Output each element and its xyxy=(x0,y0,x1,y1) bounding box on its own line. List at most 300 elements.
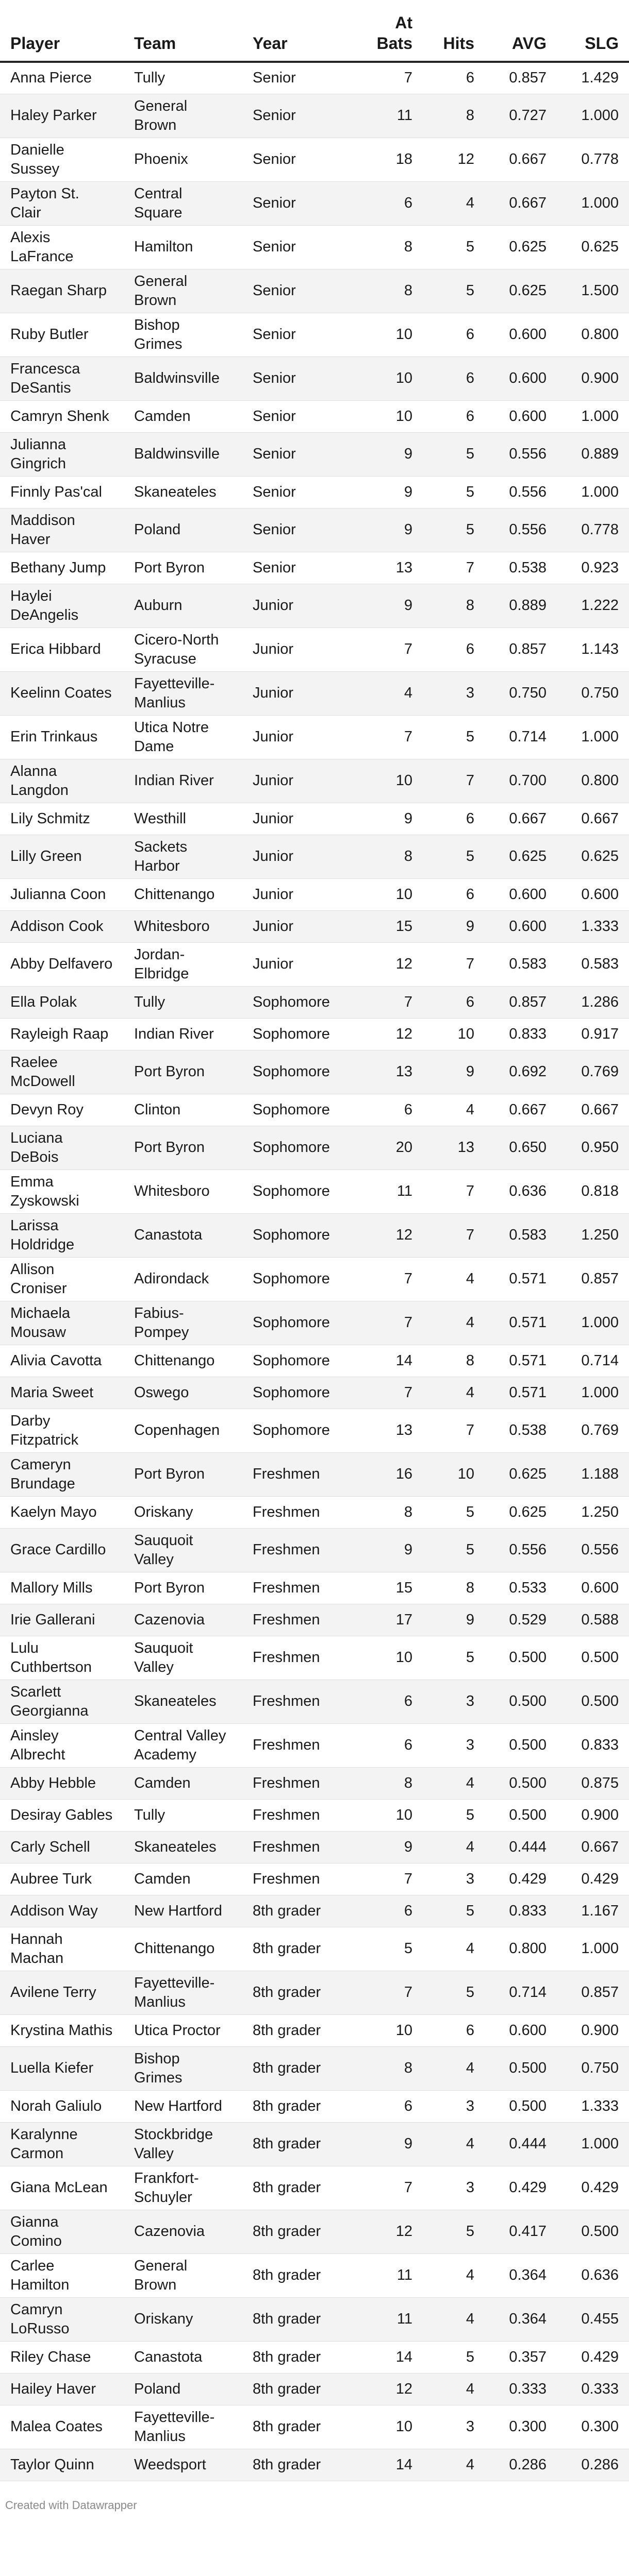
team-cell: Poland xyxy=(124,508,242,552)
year-cell: Freshmen xyxy=(242,1572,361,1604)
avg-cell: 0.300 xyxy=(485,2405,557,2449)
hits-cell: 7 xyxy=(423,759,485,803)
avg-cell: 0.533 xyxy=(485,1572,557,1604)
table-row xyxy=(0,835,629,878)
slg-cell: 0.750 xyxy=(557,2046,629,2090)
team-cell: Hamilton xyxy=(124,225,242,269)
player-cell: Alanna Langdon xyxy=(0,759,124,803)
year-cell: Senior xyxy=(242,181,361,225)
column-header-player[interactable]: Player xyxy=(0,12,124,62)
year-cell: Sophomore xyxy=(242,1213,361,1257)
at-bats-cell: 7 xyxy=(361,1377,423,1409)
at-bats-cell: 9 xyxy=(361,476,423,508)
hits-cell: 4 xyxy=(423,2449,485,2481)
year-cell: Sophomore xyxy=(242,1126,361,1170)
slg-cell: 1.500 xyxy=(557,269,629,313)
table-row xyxy=(0,2014,629,2046)
at-bats-cell: 8 xyxy=(361,269,423,313)
hits-cell: 5 xyxy=(423,2341,485,2373)
table-row xyxy=(0,2122,629,2166)
avg-cell: 0.286 xyxy=(485,2449,557,2481)
hits-cell: 9 xyxy=(423,910,485,942)
at-bats-cell: 10 xyxy=(361,400,423,432)
slg-cell: 0.600 xyxy=(557,1572,629,1604)
hits-cell: 4 xyxy=(423,2046,485,2090)
hits-cell: 5 xyxy=(423,1528,485,1572)
player-cell: Devyn Roy xyxy=(0,1094,124,1126)
player-cell: Mallory Mills xyxy=(0,1572,124,1604)
player-cell: Allison Croniser xyxy=(0,1257,124,1301)
player-cell: Bethany Jump xyxy=(0,552,124,584)
year-cell: 8th grader xyxy=(242,1895,361,1927)
table-row xyxy=(0,2449,629,2481)
year-cell: Sophomore xyxy=(242,1377,361,1409)
year-cell: Junior xyxy=(242,715,361,759)
table-row xyxy=(0,1170,629,1213)
avg-cell: 0.500 xyxy=(485,1680,557,1723)
slg-cell: 1.429 xyxy=(557,62,629,94)
slg-cell: 0.923 xyxy=(557,552,629,584)
at-bats-cell: 7 xyxy=(361,1257,423,1301)
year-cell: Junior xyxy=(242,628,361,671)
player-cell: Payton St. Clair xyxy=(0,181,124,225)
team-cell: Skaneateles xyxy=(124,1831,242,1863)
at-bats-cell: 12 xyxy=(361,2210,423,2253)
at-bats-cell: 7 xyxy=(361,1971,423,2014)
slg-cell: 1.143 xyxy=(557,628,629,671)
slg-cell: 0.900 xyxy=(557,1799,629,1831)
slg-cell: 0.833 xyxy=(557,1723,629,1767)
team-cell: Port Byron xyxy=(124,1452,242,1496)
team-cell: Indian River xyxy=(124,1018,242,1050)
team-cell: Fayetteville-Manlius xyxy=(124,1971,242,2014)
player-cell: Michaela Mousaw xyxy=(0,1301,124,1345)
table-row xyxy=(0,62,629,94)
at-bats-cell: 12 xyxy=(361,942,423,986)
hits-cell: 6 xyxy=(423,62,485,94)
hits-cell: 5 xyxy=(423,1496,485,1528)
slg-cell: 0.429 xyxy=(557,2341,629,2373)
avg-cell: 0.625 xyxy=(485,225,557,269)
table-row xyxy=(0,910,629,942)
slg-cell: 1.000 xyxy=(557,94,629,138)
player-cell: Norah Galiulo xyxy=(0,2090,124,2122)
hits-cell: 3 xyxy=(423,1863,485,1895)
column-header-at-bats[interactable]: At Bats xyxy=(361,12,423,62)
hits-cell: 6 xyxy=(423,400,485,432)
player-cell: Erin Trinkaus xyxy=(0,715,124,759)
at-bats-cell: 7 xyxy=(361,2166,423,2210)
team-cell: Port Byron xyxy=(124,552,242,584)
table-row xyxy=(0,508,629,552)
player-cell: Taylor Quinn xyxy=(0,2449,124,2481)
player-cell: Lilly Green xyxy=(0,835,124,878)
at-bats-cell: 9 xyxy=(361,508,423,552)
column-header-year[interactable]: Year xyxy=(242,12,361,62)
team-cell: Chittenango xyxy=(124,1345,242,1377)
hits-cell: 4 xyxy=(423,1927,485,1971)
at-bats-cell: 15 xyxy=(361,1572,423,1604)
hits-cell: 5 xyxy=(423,476,485,508)
player-cell: Carlee Hamilton xyxy=(0,2253,124,2297)
at-bats-cell: 11 xyxy=(361,1170,423,1213)
at-bats-cell: 6 xyxy=(361,1680,423,1723)
table-row xyxy=(0,1680,629,1723)
at-bats-cell: 8 xyxy=(361,835,423,878)
year-cell: Freshmen xyxy=(242,1767,361,1799)
at-bats-cell: 9 xyxy=(361,432,423,476)
hits-cell: 3 xyxy=(423,671,485,715)
at-bats-cell: 9 xyxy=(361,1831,423,1863)
team-cell: Skaneateles xyxy=(124,476,242,508)
team-cell: Canastota xyxy=(124,2341,242,2373)
slg-cell: 1.286 xyxy=(557,986,629,1018)
column-header-slg[interactable]: SLG xyxy=(557,12,629,62)
team-cell: Sauquoit Valley xyxy=(124,1636,242,1680)
at-bats-cell: 17 xyxy=(361,1604,423,1636)
avg-cell: 0.833 xyxy=(485,1018,557,1050)
slg-cell: 0.625 xyxy=(557,225,629,269)
hits-cell: 10 xyxy=(423,1452,485,1496)
table-row xyxy=(0,2210,629,2253)
avg-cell: 0.667 xyxy=(485,138,557,181)
avg-cell: 0.600 xyxy=(485,2014,557,2046)
table-row xyxy=(0,1377,629,1409)
slg-cell: 0.714 xyxy=(557,1345,629,1377)
slg-cell: 0.900 xyxy=(557,2014,629,2046)
player-cell: Larissa Holdridge xyxy=(0,1213,124,1257)
player-cell: Giana McLean xyxy=(0,2166,124,2210)
table-row xyxy=(0,2166,629,2210)
avg-cell: 0.333 xyxy=(485,2373,557,2405)
hits-cell: 4 xyxy=(423,1257,485,1301)
year-cell: Freshmen xyxy=(242,1799,361,1831)
avg-cell: 0.857 xyxy=(485,628,557,671)
avg-cell: 0.364 xyxy=(485,2253,557,2297)
year-cell: Freshmen xyxy=(242,1528,361,1572)
avg-cell: 0.556 xyxy=(485,1528,557,1572)
table-row xyxy=(0,2341,629,2373)
team-cell: Baldwinsville xyxy=(124,357,242,400)
avg-cell: 0.571 xyxy=(485,1301,557,1345)
hits-cell: 8 xyxy=(423,584,485,628)
hits-cell: 3 xyxy=(423,1723,485,1767)
hits-cell: 8 xyxy=(423,94,485,138)
slg-cell: 0.429 xyxy=(557,2166,629,2210)
table-row xyxy=(0,1895,629,1927)
player-cell: Ainsley Albrecht xyxy=(0,1723,124,1767)
hits-cell: 3 xyxy=(423,2166,485,2210)
year-cell: Freshmen xyxy=(242,1680,361,1723)
slg-cell: 0.778 xyxy=(557,138,629,181)
team-cell: Jordan-Elbridge xyxy=(124,942,242,986)
hits-cell: 6 xyxy=(423,628,485,671)
hits-cell: 10 xyxy=(423,1018,485,1050)
player-cell: Abby Delfavero xyxy=(0,942,124,986)
column-header-hits[interactable]: Hits xyxy=(423,12,485,62)
team-cell: Frankfort-Schuyler xyxy=(124,2166,242,2210)
player-cell: Aubree Turk xyxy=(0,1863,124,1895)
avg-cell: 0.625 xyxy=(485,269,557,313)
table-row xyxy=(0,715,629,759)
team-cell: Adirondack xyxy=(124,1257,242,1301)
player-cell: Julianna Gingrich xyxy=(0,432,124,476)
hits-cell: 7 xyxy=(423,1170,485,1213)
at-bats-cell: 6 xyxy=(361,2090,423,2122)
player-cell: Lily Schmitz xyxy=(0,803,124,835)
slg-cell: 0.286 xyxy=(557,2449,629,2481)
slg-cell: 1.167 xyxy=(557,1895,629,1927)
year-cell: Senior xyxy=(242,552,361,584)
slg-cell: 0.889 xyxy=(557,432,629,476)
at-bats-cell: 5 xyxy=(361,1927,423,1971)
table-row xyxy=(0,2253,629,2297)
player-cell: Camryn Shenk xyxy=(0,400,124,432)
team-cell: Camden xyxy=(124,1863,242,1895)
column-header-team[interactable]: Team xyxy=(124,12,242,62)
year-cell: Sophomore xyxy=(242,1050,361,1094)
slg-cell: 1.000 xyxy=(557,1927,629,1971)
slg-cell: 0.950 xyxy=(557,1126,629,1170)
at-bats-cell: 10 xyxy=(361,878,423,910)
player-cell: Luciana DeBois xyxy=(0,1126,124,1170)
slg-cell: 0.556 xyxy=(557,1528,629,1572)
avg-cell: 0.364 xyxy=(485,2297,557,2341)
slg-cell: 1.000 xyxy=(557,1377,629,1409)
hits-cell: 6 xyxy=(423,2014,485,2046)
table-row xyxy=(0,357,629,400)
year-cell: 8th grader xyxy=(242,2405,361,2449)
player-cell: Krystina Mathis xyxy=(0,2014,124,2046)
player-cell: Anna Pierce xyxy=(0,62,124,94)
hits-cell: 5 xyxy=(423,2210,485,2253)
year-cell: Senior xyxy=(242,476,361,508)
table-row xyxy=(0,671,629,715)
avg-cell: 0.750 xyxy=(485,671,557,715)
table-row xyxy=(0,1863,629,1895)
player-cell: Grace Cardillo xyxy=(0,1528,124,1572)
table-row xyxy=(0,1528,629,1572)
table-row xyxy=(0,1799,629,1831)
player-cell: Irie Gallerani xyxy=(0,1604,124,1636)
team-cell: Port Byron xyxy=(124,1572,242,1604)
slg-cell: 1.250 xyxy=(557,1496,629,1528)
avg-cell: 0.857 xyxy=(485,62,557,94)
avg-cell: 0.571 xyxy=(485,1377,557,1409)
avg-cell: 0.600 xyxy=(485,357,557,400)
avg-cell: 0.667 xyxy=(485,803,557,835)
team-cell: Fabius-Pompey xyxy=(124,1301,242,1345)
avg-cell: 0.700 xyxy=(485,759,557,803)
avg-cell: 0.417 xyxy=(485,2210,557,2253)
table-row xyxy=(0,1723,629,1767)
at-bats-cell: 11 xyxy=(361,94,423,138)
year-cell: Senior xyxy=(242,62,361,94)
avg-cell: 0.636 xyxy=(485,1170,557,1213)
player-cell: Haylei DeAngelis xyxy=(0,584,124,628)
team-cell: Chittenango xyxy=(124,1927,242,1971)
player-cell: Gianna Comino xyxy=(0,2210,124,2253)
hits-cell: 5 xyxy=(423,1799,485,1831)
player-cell: Cameryn Brundage xyxy=(0,1452,124,1496)
table-row xyxy=(0,1572,629,1604)
slg-cell: 0.600 xyxy=(557,878,629,910)
year-cell: Freshmen xyxy=(242,1863,361,1895)
player-cell: Lulu Cuthbertson xyxy=(0,1636,124,1680)
player-cell: Kaelyn Mayo xyxy=(0,1496,124,1528)
slg-cell: 0.429 xyxy=(557,1863,629,1895)
at-bats-cell: 9 xyxy=(361,1528,423,1572)
team-cell: Bishop Grimes xyxy=(124,2046,242,2090)
player-cell: Raegan Sharp xyxy=(0,269,124,313)
avg-cell: 0.444 xyxy=(485,1831,557,1863)
at-bats-cell: 9 xyxy=(361,584,423,628)
team-cell: Central Valley Academy xyxy=(124,1723,242,1767)
column-header-avg[interactable]: AVG xyxy=(485,12,557,62)
table-row xyxy=(0,1213,629,1257)
hits-cell: 6 xyxy=(423,878,485,910)
slg-cell: 0.667 xyxy=(557,803,629,835)
table-row xyxy=(0,2405,629,2449)
slg-cell: 0.667 xyxy=(557,1831,629,1863)
team-cell: Tully xyxy=(124,1799,242,1831)
year-cell: Senior xyxy=(242,400,361,432)
avg-cell: 0.600 xyxy=(485,400,557,432)
year-cell: 8th grader xyxy=(242,1971,361,2014)
table-row xyxy=(0,1301,629,1345)
team-cell: Fayetteville-Manlius xyxy=(124,2405,242,2449)
hits-cell: 3 xyxy=(423,2405,485,2449)
year-cell: Freshmen xyxy=(242,1723,361,1767)
year-cell: 8th grader xyxy=(242,2449,361,2481)
table-row xyxy=(0,1345,629,1377)
avg-cell: 0.600 xyxy=(485,910,557,942)
year-cell: 8th grader xyxy=(242,2014,361,2046)
team-cell: Cazenovia xyxy=(124,1604,242,1636)
year-cell: Junior xyxy=(242,942,361,986)
hits-cell: 8 xyxy=(423,1572,485,1604)
year-cell: 8th grader xyxy=(242,2210,361,2253)
team-cell: Stockbridge Valley xyxy=(124,2122,242,2166)
team-cell: Fayetteville-Manlius xyxy=(124,671,242,715)
team-cell: Westhill xyxy=(124,803,242,835)
player-cell: Abby Hebble xyxy=(0,1767,124,1799)
year-cell: Sophomore xyxy=(242,1345,361,1377)
avg-cell: 0.538 xyxy=(485,1409,557,1452)
table-row xyxy=(0,584,629,628)
year-cell: 8th grader xyxy=(242,2166,361,2210)
player-cell: Maria Sweet xyxy=(0,1377,124,1409)
player-cell: Scarlett Georgianna xyxy=(0,1680,124,1723)
at-bats-cell: 8 xyxy=(361,225,423,269)
slg-cell: 0.857 xyxy=(557,1257,629,1301)
hits-cell: 4 xyxy=(423,1831,485,1863)
team-cell: Port Byron xyxy=(124,1126,242,1170)
avg-cell: 0.667 xyxy=(485,1094,557,1126)
slg-cell: 0.455 xyxy=(557,2297,629,2341)
table-row xyxy=(0,942,629,986)
table-row xyxy=(0,1604,629,1636)
hits-cell: 5 xyxy=(423,269,485,313)
player-cell: Hailey Haver xyxy=(0,2373,124,2405)
hits-cell: 4 xyxy=(423,1094,485,1126)
at-bats-cell: 7 xyxy=(361,1863,423,1895)
slg-cell: 1.250 xyxy=(557,1213,629,1257)
hits-cell: 9 xyxy=(423,1050,485,1094)
avg-cell: 0.556 xyxy=(485,432,557,476)
team-cell: Sackets Harbor xyxy=(124,835,242,878)
table-row xyxy=(0,2090,629,2122)
hits-cell: 8 xyxy=(423,1345,485,1377)
avg-cell: 0.500 xyxy=(485,1636,557,1680)
year-cell: Sophomore xyxy=(242,1409,361,1452)
player-cell: Julianna Coon xyxy=(0,878,124,910)
table-row xyxy=(0,432,629,476)
player-cell: Karalynne Carmon xyxy=(0,2122,124,2166)
avg-cell: 0.556 xyxy=(485,508,557,552)
avg-cell: 0.727 xyxy=(485,94,557,138)
at-bats-cell: 16 xyxy=(361,1452,423,1496)
year-cell: Sophomore xyxy=(242,1170,361,1213)
avg-cell: 0.500 xyxy=(485,2090,557,2122)
avg-cell: 0.529 xyxy=(485,1604,557,1636)
player-cell: Avilene Terry xyxy=(0,1971,124,2014)
player-cell: Maddison Haver xyxy=(0,508,124,552)
slg-cell: 1.000 xyxy=(557,400,629,432)
hits-cell: 4 xyxy=(423,2373,485,2405)
year-cell: Freshmen xyxy=(242,1452,361,1496)
at-bats-cell: 14 xyxy=(361,2341,423,2373)
team-cell: General Brown xyxy=(124,2253,242,2297)
at-bats-cell: 4 xyxy=(361,671,423,715)
year-cell: Senior xyxy=(242,313,361,357)
team-cell: Canastota xyxy=(124,1213,242,1257)
team-cell: Cazenovia xyxy=(124,2210,242,2253)
team-cell: Port Byron xyxy=(124,1050,242,1094)
avg-cell: 0.625 xyxy=(485,1496,557,1528)
team-cell: Auburn xyxy=(124,584,242,628)
at-bats-cell: 11 xyxy=(361,2297,423,2341)
at-bats-cell: 8 xyxy=(361,1767,423,1799)
table-body xyxy=(0,62,629,2481)
year-cell: Junior xyxy=(242,878,361,910)
at-bats-cell: 9 xyxy=(361,2122,423,2166)
table-row xyxy=(0,1831,629,1863)
at-bats-cell: 7 xyxy=(361,628,423,671)
table-row xyxy=(0,1257,629,1301)
hits-cell: 7 xyxy=(423,1213,485,1257)
at-bats-cell: 12 xyxy=(361,2373,423,2405)
year-cell: Sophomore xyxy=(242,1257,361,1301)
table-row xyxy=(0,1636,629,1680)
hits-cell: 4 xyxy=(423,1377,485,1409)
table-row xyxy=(0,878,629,910)
team-cell: Copenhagen xyxy=(124,1409,242,1452)
year-cell: Senior xyxy=(242,432,361,476)
year-cell: Freshmen xyxy=(242,1831,361,1863)
year-cell: 8th grader xyxy=(242,2253,361,2297)
year-cell: Junior xyxy=(242,671,361,715)
at-bats-cell: 10 xyxy=(361,2014,423,2046)
table-row xyxy=(0,94,629,138)
year-cell: Junior xyxy=(242,803,361,835)
table-row xyxy=(0,986,629,1018)
year-cell: 8th grader xyxy=(242,2297,361,2341)
table-row xyxy=(0,1452,629,1496)
team-cell: Clinton xyxy=(124,1094,242,1126)
at-bats-cell: 20 xyxy=(361,1126,423,1170)
avg-cell: 0.556 xyxy=(485,476,557,508)
